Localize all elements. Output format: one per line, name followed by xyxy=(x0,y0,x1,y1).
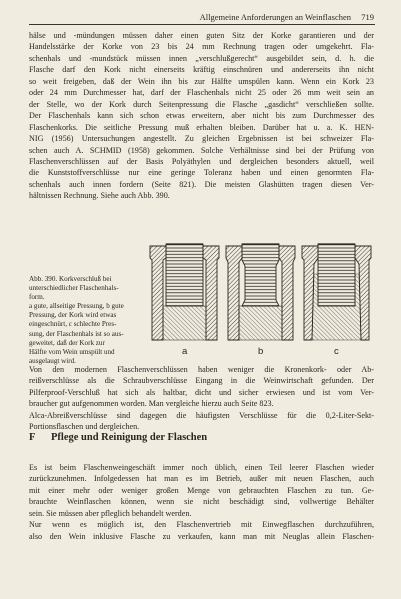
bottle-neck-a xyxy=(150,244,219,340)
text-line: zurückzunehmen. Infolgedessen hat man es im Betrieb, außer mit neuen Flaschen, auch xyxy=(29,474,374,484)
text-line: Von den modernen Flaschenverschlüssen haben weniger die Kronenkork- oder Ab- xyxy=(29,365,374,374)
section-letter: F xyxy=(29,432,36,443)
text-line: hältnissen Rechnung. Siehe auch Abb. 390. xyxy=(29,191,170,201)
text-line: Der Flaschenhals kann sich schon etwas erweitern, aber nicht bis zum Durchmesser des xyxy=(29,111,374,121)
text-line: oder 24 mm Durchmesser hat, darf der Flaschenhals nicht 25 oder 26 mm weit sein an xyxy=(29,88,374,98)
paragraph-1 xyxy=(29,30,374,202)
text-line: der Stelle, wo der Kork durch Seitenpressung die Flasche „gasdicht“ verschließen sollte. xyxy=(29,99,374,109)
text-line: so weit freigeben, daß der Wein ihn bis zur Hälfte umspülen kann. Wenn ein Kork 23 xyxy=(29,76,374,86)
paragraph-2 xyxy=(29,364,374,433)
caption-line: geweitet, daß der Kork zur xyxy=(29,338,105,347)
bottle-neck-c xyxy=(302,244,371,340)
figure-label-a: a xyxy=(182,346,188,357)
cork-closure-figure xyxy=(146,240,372,360)
figure-label-b: b xyxy=(258,346,264,357)
caption-line: ausgelaugt wird. xyxy=(29,356,76,365)
text-line: Flasche darf den Kork nicht einerseits kräftig einschnüren und andererseits ihn nicht xyxy=(29,65,374,75)
paragraph-3 xyxy=(29,462,374,542)
section-heading xyxy=(29,432,374,443)
text-line: sein. Sie müssen aber pfleglich behandelt werden. xyxy=(29,508,192,518)
text-line: Portionsflaschen und dergleichen. xyxy=(29,422,140,432)
text-line: Flaschenverschlüssen auf der Basis Polyäthylen und dergleichen besonders aktuell, weil xyxy=(29,156,374,166)
text-line: Es ist beim Flaschenweingeschäft immer noch üblich, einen Teil leerer Flaschen wieder xyxy=(29,463,374,472)
text-line: schenhals und -mundstück müssen innen „verschlußgerecht“ ausgebildet sein, d. h. die xyxy=(29,53,374,63)
caption-line: Pressung, der Kork wird etwas xyxy=(29,311,117,320)
caption-line: form. xyxy=(29,293,45,302)
text-line: schen auch A. SCHMID (1958) gekommen. Solche Verhältnisse sind bei der Prüfung von xyxy=(29,145,374,155)
text-line: die Kunststoffverschlüsse nur eine geringe Toleranz haben und einen genormten Fla- xyxy=(29,168,374,178)
bottle-neck-illustration xyxy=(146,240,372,360)
section-title: Pflege und Reinigung der Flaschen xyxy=(51,432,208,443)
text-line: Nur wenn es möglich ist, den Flaschenvertrieb mit Einwegflaschen durchzuführen, xyxy=(29,520,374,530)
caption-line: sung, der Flaschenhals ist so aus- xyxy=(29,329,124,338)
caption-line: eingeschnürt, c schlechte Pres- xyxy=(29,320,117,329)
text-line: brauchte Weinflaschen können, wenn sie nicht beschädigt sind, vollwertige Behälter xyxy=(29,497,374,507)
running-title: Allgemeine Anforderungen an Weinflaschen xyxy=(199,12,351,22)
text-line: also den Wein inklusive Flasche zu verkaufen, kann man mit Neuglas allein Flaschen- xyxy=(29,531,374,541)
text-line: hälse und -mündungen müssen daher einen guten Sitz der Korke garantieren und der xyxy=(29,31,374,40)
text-line: braucher gut aufgenommen worden. Man vergleiche hierzu auch Seite 823. xyxy=(29,399,274,409)
text-line: Handelsstärke der Korke von 23 bis 24 mm Rechnung tragen oder umgekehrt. Fla- xyxy=(29,42,374,52)
figure-label-c: c xyxy=(334,346,339,357)
page-number: 719 xyxy=(361,12,374,22)
caption-line: a gute, allseitige Pressung, b gute xyxy=(29,302,124,311)
text-line: reißverschlüsse als die Schraubverschlüsse Eingang in die Weinwirtschaft gefunden. Der xyxy=(29,376,374,386)
bottle-neck-b xyxy=(226,244,295,340)
text-line: Flaschenkorks. Die seitliche Pressung muß erhalten bleiben. Darüber hat u. a. K. HEN- xyxy=(29,122,374,132)
figure-caption xyxy=(29,275,129,366)
caption-line: unterschiedlicher Flaschenhals- xyxy=(29,284,119,293)
text-line: Alca-Abreißverschlüsse sind dagegen die häufigsten Verschlüsse für die 0,2-Liter-Sekt- xyxy=(29,410,374,420)
text-line: mit einer mehr oder weniger großen Menge von gebrauchten Flaschen zu tun. Ge- xyxy=(29,485,374,495)
caption-line: Hälfte vom Wein umspült und xyxy=(29,347,115,356)
header-rule xyxy=(29,24,375,25)
caption-line: Abb. 390. Korkverschluß bei xyxy=(29,275,112,283)
text-line: NIG (1956) Untersuchungen angestellt. Zu gleichen Ergebnissen ist bei schweizer Fla- xyxy=(29,134,374,144)
text-line: Pilferproof-Verschluß hat sich als haltbar, dicht und sicher erwiesen und ist vom Ver- xyxy=(29,387,374,397)
text-line: schenhals auch innen fordern (Seite 821). Die meisten Glashütten tragen diesen Ver- xyxy=(29,179,374,189)
